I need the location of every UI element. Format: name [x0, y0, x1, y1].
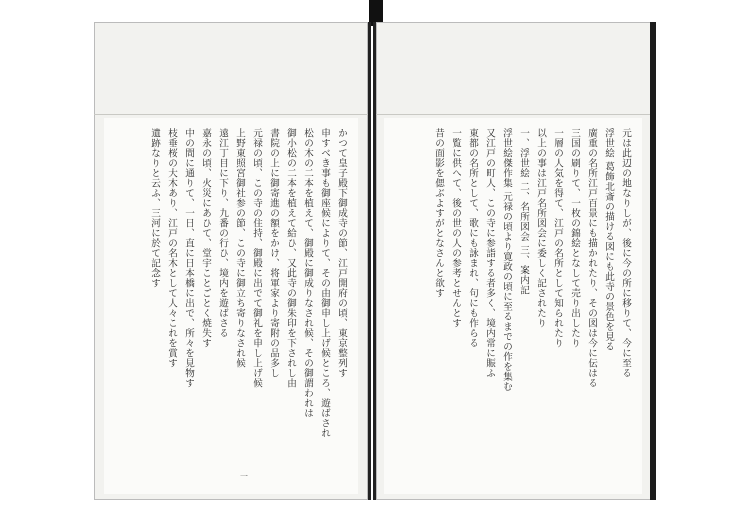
left-manuscript-sheet [104, 118, 358, 494]
manuscript-line: 元は此辺の地なりしが、後に今の所に移りて、今に至る [620, 128, 631, 378]
manuscript-line: 書院の上に御寄進の額をかけ、将軍家より寄附の品多し [268, 128, 279, 378]
manuscript-line: 一覧に供へて、後の世の人の参考とせんとす [450, 128, 461, 328]
manuscript-line: 廣重の名所江戸百景にも描かれたり、その図は今に伝はる [586, 128, 597, 388]
manuscript-line: 昔の面影を偲ぶよすがとなさんと欲す [433, 128, 444, 298]
manuscript-line: 又江戸の町人、この寺に参詣する者多く、境内常に賑ふ [484, 128, 495, 378]
manuscript-line: 枝垂桜の大木あり、江戸の名木として人々これを賞す [166, 128, 177, 368]
left-page [94, 22, 371, 500]
page-number: 一 [240, 472, 248, 481]
manuscript-line: 嘉永の頃、火災にあひて、堂宇ことごとく焼失す [200, 128, 211, 348]
manuscript-line: 元禄の頃、この寺の住持、御殿に出でて御礼を申し上げ候 [251, 128, 262, 388]
manuscript-line: 御小松の二本を植えて給ひ、又此寺の御朱印を下されし由 [285, 128, 296, 388]
manuscript-line: 上野東照宮御社参の節、この寺に御立ち寄りなされ候 [234, 128, 245, 368]
manuscript-line: 以上の事は江戸名所図会に委しく記されたり [535, 128, 546, 328]
manuscript-line: 遺跡なりと云ふ、三河に於て記念す [149, 128, 160, 288]
page-fold-line [376, 114, 656, 115]
manuscript-line: 東都の名所として、歌にも詠まれ、句にも作らる [467, 128, 478, 348]
manuscript-line: 中の間に通りて、一日、直に日本橋に出で、所々を見物す [183, 128, 194, 388]
left-text-columns [112, 128, 350, 486]
manuscript-line: 浮世絵 葛飾北斎の描ける図にも此寺の景色を見る [603, 128, 614, 352]
manuscript-line: かつて皇子殿下御成寺の節、江戸開府の頃、東京整列す [336, 128, 347, 378]
manuscript-line: 浮世絵傑作集 元禄の頃より寛政の頃に至るまでの作を集む [501, 128, 512, 392]
manuscript-line: 申すべき事も御座候によりて、その由御申し上げ候ところ、遊ばされ [319, 128, 330, 438]
right-text-columns [392, 128, 634, 486]
right-manuscript-sheet [384, 118, 642, 494]
manuscript-line: 一層の人気を得て、江戸の名所として知られたり [552, 128, 563, 348]
manuscript-line: 遠江丁目に下り、九番の行ひ、境内を遊ばさる [217, 128, 228, 338]
page-fold-line [94, 114, 368, 115]
manuscript-line: 三国の刷りて、一枚の錦絵となして売り出したり [569, 128, 580, 348]
manuscript-line: 松の木の二本を植えて、御殿に御成りなされ候、その御謂われは [302, 128, 313, 418]
right-page [373, 22, 656, 500]
manuscript-line: 一、浮世絵 二、名所図会 三、案内記 [518, 128, 529, 295]
